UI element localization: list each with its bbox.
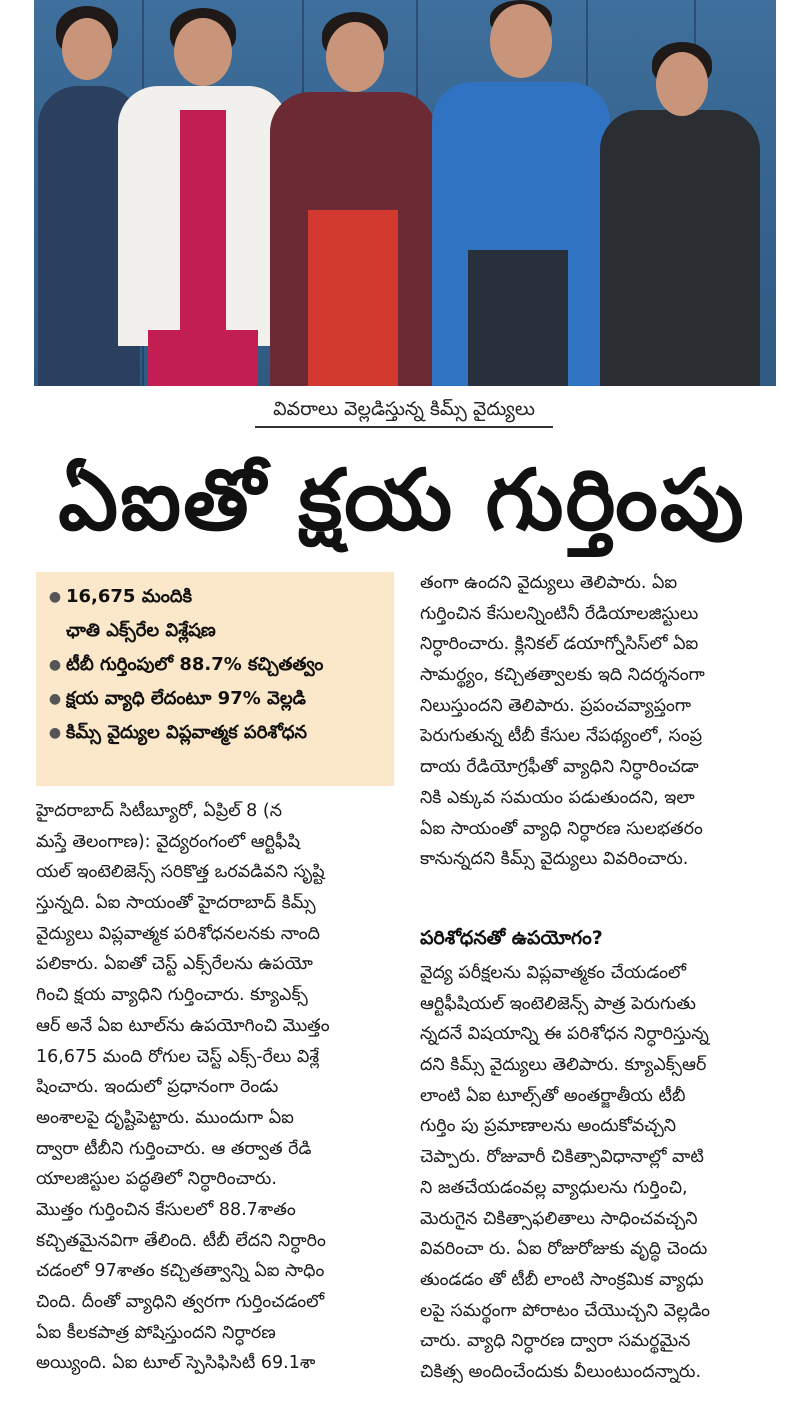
text-line: నిలుస్తుందని తెలిపారు. ప్రపంచవ్యాప్తంగా xyxy=(420,695,692,716)
text-line: పెరుగుతున్న టీబీ కేసుల నేపథ్యంలో, సంప్ర xyxy=(420,726,703,747)
doctor-5 xyxy=(600,0,760,386)
text-line: నికి ఎక్కువ సమయం పడుతుందని, ఇలా xyxy=(420,787,695,808)
bullet-icon: ● xyxy=(48,725,62,741)
text-line: ఏఐ కీలకపాత్ర పోషిస్తుందని నిర్ధారణ xyxy=(36,1322,276,1343)
text-line: చింది. దీంతో వ్యాధిని త్వరగా గుర్తించడంలో xyxy=(36,1292,325,1312)
text-line: న్నదనే విషయాన్ని ఈ పరిశోధన నిర్ధారిస్తున్న xyxy=(420,1024,709,1045)
section-subheading: పరిశోధనతో ఉపయోగం? xyxy=(420,927,603,949)
text-line: హైదరాబాద్ సిటీబ్యూరో, ఏప్రిల్ 8 (న xyxy=(36,801,282,821)
text-line: చికిత్స అందించేందుకు వీలుంటుందన్నారు. xyxy=(420,1361,702,1382)
text-line: పలికారు. ఏఐతో చెస్ట్ ఎక్స్‌రేలను ఉపయో xyxy=(36,954,313,975)
text-line: మస్తే తెలంగాణ): వైద్యరంగంలో ఆర్టిఫీషి xyxy=(36,831,300,852)
text-line: గించి క్షయ వ్యాధిని గుర్తించారు. క్యూఎక్స్ xyxy=(36,985,308,1006)
text-line: అంశాలపై దృష్టిపెట్టారు. ముందుగా ఏఐ xyxy=(36,1107,294,1128)
bullet-icon: ● xyxy=(48,657,62,673)
text-line: తంగా ఉందని వైద్యులు తెలిపారు. ఏఐ xyxy=(420,573,678,593)
text-line: తుండడం తో టీబీ లాంటి సాంక్రమిక వ్యాధు xyxy=(420,1269,704,1290)
text-line: స్తున్నది. ఏఐ సాయంతో హైదరాబాద్ కిమ్స్ xyxy=(36,893,316,914)
photo-caption: వివరాలు వెల్లడిస్తున్న కిమ్స్ వైద్యులు xyxy=(255,392,553,428)
highlight-item: ● 16,675 మందికి xyxy=(44,580,386,614)
text-line: చడంలో 97శాతం కచ్చితత్వాన్ని ఏఐ సాధిం xyxy=(36,1261,325,1282)
text-line: ఆర్టిఫీషియల్ ఇంటెలిజెన్స్ పాత్ర పెరుగుతు xyxy=(420,993,696,1014)
doctor-2 xyxy=(118,0,288,386)
text-line: అయ్యింది. ఏఐ టూల్ స్పెసిఫిసిటీ 69.1శా xyxy=(36,1353,316,1374)
text-line: మెరుగైన చికిత్సాఫలితాలు సాధించవచ్చని xyxy=(420,1208,698,1229)
text-line: దని కిమ్స్ వైద్యులు తెలిపారు. క్యూఎక్స్‌ఆర్ xyxy=(420,1055,707,1076)
text-line: ఆర్ అనే ఏఐ టూల్‌ను ఉపయోగించి మొత్తం xyxy=(36,1015,330,1036)
text-line: నిర్ధారించారు. క్లినికల్ డయాగ్నోసిస్‌లో ఏఐ xyxy=(420,634,699,655)
text-line: ని జతచేయడంవల్ల వ్యాధులను గుర్తించి, xyxy=(420,1177,688,1198)
text-line: దాయ రేడియోగ్రఫీతో వ్యాధిని నిర్ధారించడా xyxy=(420,757,699,778)
article-body-right-top xyxy=(420,568,772,875)
text-line: ఏఐ సాయంతో వ్యాధి నిర్ధారణ సులభతరం xyxy=(420,818,703,839)
text-line: వైద్య పరీక్షలను విప్లవాత్మకం చేయడంలో xyxy=(420,963,686,983)
bullet-icon: ● xyxy=(48,691,62,707)
highlight-item: ● కిమ్స్ వైద్యుల విప్లవాత్మక పరిశోధన xyxy=(44,716,386,750)
highlights-box xyxy=(36,572,394,786)
text-line: మొత్తం గుర్తించిన కేసులలో 88.7శాతం xyxy=(36,1199,296,1220)
text-line: చెప్పారు. రోజువారీ చికిత్సావిధానాల్లో వాటి xyxy=(420,1147,704,1168)
text-line: 16,675 మంది రోగుల చెస్ట్ ఎక్స్-రేలు విశ్లే xyxy=(36,1046,319,1067)
text-line: లాంటి ఏఐ టూల్స్‌తో అంతర్జాతీయ టీబీ xyxy=(420,1085,686,1106)
highlight-item: ● టీబీ గుర్తింపులో 88.7% కచ్చితత్వం xyxy=(44,648,386,682)
text-line: వైద్యులు విప్లవాత్మక పరిశోధనలనకు నాంది xyxy=(36,923,320,944)
text-line: యాలజిస్టుల పద్ధతిలో నిర్ధారించారు. xyxy=(36,1169,277,1190)
text-line: లపై సమర్థంగా పోరాటం చేయొచ్చని వెల్లడిం xyxy=(420,1300,711,1321)
article-body-right-bottom xyxy=(420,958,772,1388)
text-line: యల్ ఇంటెలిజెన్స్ సరికొత్త ఒరవడివని సృష్టి xyxy=(36,862,325,883)
text-line: గుర్తించిన కేసులన్నింటినీ రేడియాలజిస్టులు xyxy=(420,603,699,624)
highlight-item-continued: ఛాతి ఎక్స్‌రేల విశ్లేషణ xyxy=(66,620,216,641)
doctor-3 xyxy=(270,0,436,386)
group-photo xyxy=(34,0,776,386)
text-line: షించారు. ఇందులో ప్రధానంగా రెండు xyxy=(36,1077,279,1098)
text-line: వివరించా రు. ఏఐ రోజురోజుకు వృద్ధి చెందు xyxy=(420,1239,708,1260)
headline: ఏఐతో క్షయ గుర్తింపు xyxy=(58,451,746,549)
text-line: చారు. వ్యాధి నిర్ధారణ ద్వారా సమర్థమైన xyxy=(420,1331,691,1352)
text-line: ద్వారా టీబీని గుర్తించారు. ఆ తర్వాత రేడి xyxy=(36,1138,312,1159)
bullet-icon: ● xyxy=(48,589,62,605)
text-line: కచ్చితమైనవిగా తేలింది. టీబీ లేదని నిర్ధారిం xyxy=(36,1230,326,1251)
highlight-item: ● క్షయ వ్యాధి లేదంటూ 97% వెల్లడి xyxy=(44,682,386,716)
text-line: గుర్తిం పు ప్రమాణాలను అందుకోవచ్చని xyxy=(420,1116,677,1137)
text-line: సామర్థ్యం, కచ్చితత్వాలకు ఇది నిదర్శనంగా xyxy=(420,665,705,686)
article-body-left xyxy=(36,796,394,1379)
text-line: కానున్నదని కిమ్స్ వైద్యులు వివరించారు. xyxy=(420,849,689,870)
doctor-4 xyxy=(432,0,610,386)
